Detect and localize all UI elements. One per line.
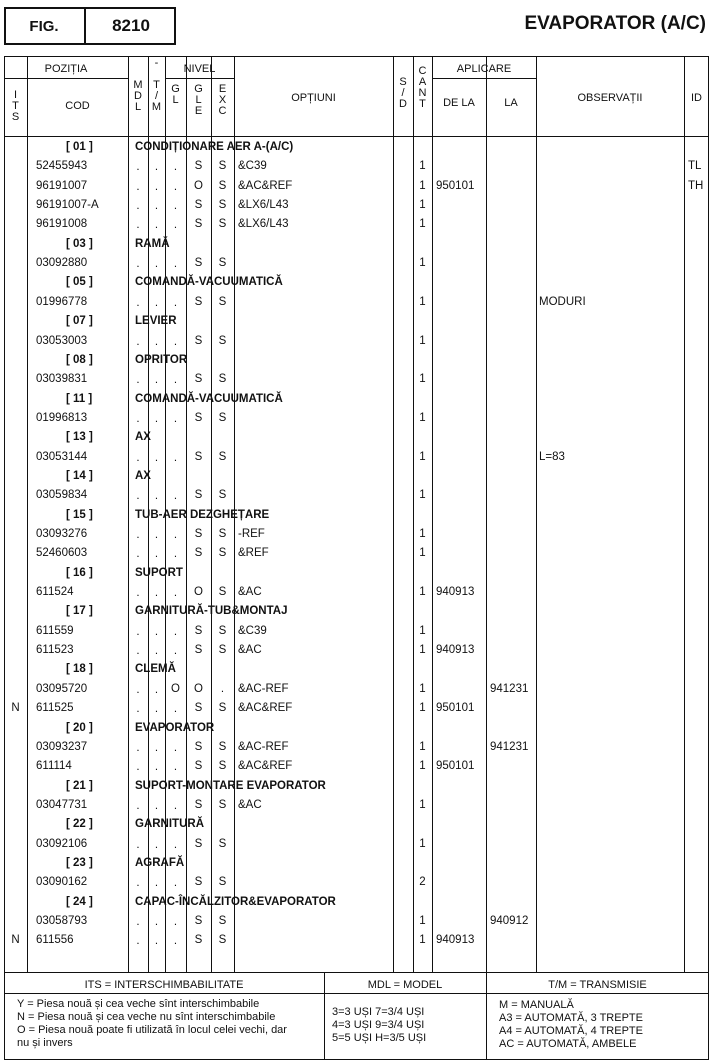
- group-name: SUPORT: [135, 566, 183, 579]
- cell-gle: S: [194, 295, 203, 308]
- group-position: [ 24 ]: [66, 895, 93, 908]
- cell-cod: 03053144: [36, 450, 88, 463]
- cell-tm-dot: .: [154, 645, 159, 658]
- cell-optiuni: &AC-REF: [238, 682, 289, 695]
- cell-exc: S: [218, 934, 227, 947]
- header-aplicare: APLICARE: [456, 63, 512, 75]
- cell-cod: 611559: [36, 624, 74, 637]
- cell-gl: .: [173, 935, 178, 948]
- cell-tm-dot: .: [154, 703, 159, 716]
- cell-gl: .: [173, 761, 178, 774]
- cell-cod: 03058793: [36, 915, 88, 927]
- cell-mdl-dot: .: [136, 625, 140, 638]
- cell-optiuni: &AC&REF: [238, 179, 293, 192]
- cell-gl: .: [173, 161, 178, 174]
- cell-cod: 03053003: [36, 334, 88, 347]
- cell-dela: 950101: [436, 760, 475, 773]
- group-name: TUB-AER DEZGHEȚARE: [135, 508, 270, 521]
- cell-mdl-dot: .: [136, 412, 140, 425]
- cell-la: 940912: [490, 915, 529, 927]
- cell-gle: S: [194, 450, 203, 463]
- cell-gl: .: [173, 587, 178, 600]
- cell-tm-dot: .: [154, 374, 159, 387]
- legend-tm-title: T/M = TRANSMISIE: [548, 979, 647, 991]
- cell-cod: 96191008: [36, 218, 88, 231]
- cell-cant: 1: [419, 682, 426, 695]
- cell-cant: 1: [419, 798, 426, 811]
- cell-exc: S: [218, 450, 227, 463]
- pozitia-underline: [4, 78, 128, 79]
- cell-cant: 1: [419, 179, 426, 192]
- group-name: CLEMĂ: [135, 663, 176, 676]
- cell-tm-dot: .: [154, 451, 159, 464]
- fig-number: 8210: [112, 16, 150, 35]
- group-position: [ 20 ]: [66, 721, 93, 734]
- cell-tm-dot: .: [154, 200, 159, 213]
- cell-exc: S: [218, 295, 227, 308]
- cell-optiuni: &AC&REF: [238, 702, 293, 715]
- cell-mdl-dot: .: [136, 741, 140, 754]
- cell-cant: 1: [419, 740, 426, 753]
- cell-exc: S: [218, 915, 227, 927]
- cell-mdl-dot: .: [136, 877, 140, 890]
- group-position: [ 18 ]: [66, 663, 93, 676]
- cell-exc: S: [218, 528, 227, 540]
- cell-optiuni: &AC: [238, 586, 262, 599]
- cell-cod: 611524: [36, 586, 74, 599]
- header-cant: C A N T: [418, 65, 427, 110]
- cell-mdl-dot: .: [136, 180, 140, 193]
- cell-cod: 03093237: [36, 740, 88, 753]
- cell-gl: .: [173, 200, 178, 213]
- cell-tm-dot: .: [154, 219, 159, 232]
- cell-mdl-dot: .: [136, 200, 140, 213]
- cell-exc: S: [218, 624, 227, 637]
- cell-exc: S: [218, 489, 227, 502]
- header-bottom-line: [4, 136, 709, 137]
- group-position: [ 14 ]: [66, 469, 93, 482]
- cell-cant: 1: [419, 373, 426, 386]
- cell-tm-dot: .: [154, 799, 159, 812]
- cell-cod: 96191007-A: [36, 199, 99, 212]
- legend-tm-line: A3 = AUTOMATĂ, 3 TREPTE: [499, 1012, 643, 1024]
- cell-gle: S: [194, 876, 203, 889]
- cell-gle: S: [194, 199, 203, 212]
- cell-gle: S: [194, 624, 203, 637]
- col-divider-obs: [536, 56, 537, 972]
- cell-cod: 03090162: [36, 876, 88, 889]
- cell-cant: 1: [419, 199, 426, 212]
- cell-gl: .: [173, 799, 178, 812]
- cell-gle: O: [194, 682, 203, 695]
- legend-mid-line: [4, 993, 709, 994]
- cell-mdl-dot: .: [136, 529, 140, 541]
- group-position: [ 08 ]: [66, 353, 93, 366]
- cell-exc: S: [218, 257, 227, 270]
- cell-cod: 03095720: [36, 682, 88, 695]
- cell-gle: S: [194, 489, 203, 502]
- cell-exc: S: [218, 702, 227, 715]
- cell-exc: S: [218, 644, 227, 657]
- cell-exc: .: [220, 682, 225, 695]
- legend-mdl-line: 3=3 UȘI 7=3/4 UȘI: [332, 1006, 425, 1018]
- legend-tm-line: A4 = AUTOMATĂ, 4 TREPTE: [499, 1025, 643, 1037]
- group-name: GARNITURĂ-TUB&MONTAJ: [135, 605, 288, 618]
- cell-gle: S: [194, 334, 203, 347]
- cell-exc: S: [218, 547, 227, 560]
- cell-gl: .: [173, 703, 178, 716]
- cell-mdl-dot: .: [136, 374, 140, 387]
- legend-mdl-title: MDL = MODEL: [367, 979, 443, 991]
- group-position: [ 11 ]: [66, 392, 93, 405]
- legend-tm-line: AC = AUTOMATĂ, AMBELE: [499, 1038, 637, 1050]
- cell-gl: .: [173, 412, 178, 425]
- cell-exc: S: [218, 160, 227, 173]
- cell-gl: .: [173, 296, 178, 309]
- cell-mdl-dot: .: [136, 761, 140, 774]
- cell-tm-dot: .: [154, 838, 159, 851]
- cell-mdl-dot: .: [136, 645, 140, 658]
- group-name: EVAPORATOR: [135, 721, 215, 734]
- cell-optiuni: &LX6/L43: [238, 199, 289, 212]
- cell-gle: S: [194, 740, 203, 753]
- cell-optiuni: &AC: [238, 798, 262, 811]
- cell-exc: S: [218, 199, 227, 212]
- cell-cant: 1: [419, 334, 426, 347]
- cell-mdl-dot: .: [136, 490, 140, 503]
- cell-cod: 03092106: [36, 837, 88, 850]
- cell-cant: 1: [419, 837, 426, 850]
- cell-exc: S: [218, 586, 227, 599]
- cell-observatii: L=83: [539, 450, 565, 463]
- cell-gl: O: [171, 682, 180, 695]
- cell-cant: 1: [419, 934, 426, 947]
- cell-cant: 1: [419, 702, 426, 715]
- cell-gl: .: [173, 335, 178, 348]
- cell-mdl-dot: .: [136, 335, 140, 348]
- group-name: GARNITURĂ: [135, 818, 204, 831]
- cell-tm-dot: .: [154, 529, 159, 541]
- cell-cod: 01996778: [36, 295, 88, 308]
- cell-exc: S: [218, 218, 227, 231]
- cell-mdl-dot: .: [136, 548, 140, 561]
- cell-gl: .: [173, 838, 178, 851]
- cell-mdl-dot: .: [136, 258, 140, 271]
- fig-label: FIG.: [4, 7, 86, 45]
- cell-tm-dot: .: [154, 412, 159, 425]
- cell-mdl-dot: .: [136, 161, 140, 174]
- header-its: I T S: [11, 89, 20, 123]
- cell-mdl-dot: .: [136, 799, 140, 812]
- cell-cant: 1: [419, 489, 426, 502]
- cell-exc: S: [218, 411, 227, 424]
- group-name: AX: [135, 469, 151, 482]
- cell-dela: 940913: [436, 644, 475, 657]
- cell-cant: 1: [419, 644, 426, 657]
- cell-gle: S: [194, 547, 203, 560]
- cell-tm-dot: .: [154, 490, 159, 503]
- cell-gle: S: [194, 644, 203, 657]
- group-position: [ 03 ]: [66, 237, 93, 250]
- cell-tm-dot: .: [154, 741, 159, 754]
- group-position: [ 21 ]: [66, 779, 93, 792]
- cell-tm-dot: .: [154, 683, 159, 696]
- cell-cod: 03047731: [36, 798, 88, 811]
- cell-tm-dot: .: [154, 180, 159, 193]
- group-name: CAPAC-ÎNCĂLZITOR&EVAPORATOR: [135, 895, 336, 908]
- cell-gl: .: [173, 645, 178, 658]
- cell-optiuni: &AC&REF: [238, 760, 293, 773]
- cell-cod: 03039831: [36, 373, 88, 386]
- cell-gle: S: [194, 934, 203, 947]
- legend-its-line: nu și invers: [17, 1037, 73, 1049]
- header-sd: S / D: [399, 76, 407, 110]
- header-nivel: NIVEL: [183, 63, 216, 75]
- cell-gl: .: [173, 916, 178, 928]
- cell-gle: S: [194, 702, 203, 715]
- col-divider-sd: [393, 56, 394, 972]
- group-name: SUPORT-MONTARE EVAPORATOR: [135, 779, 326, 792]
- cell-tm-dot: .: [154, 335, 159, 348]
- cell-gl: .: [173, 490, 178, 503]
- cell-cod: 03093276: [36, 528, 88, 540]
- cell-cant: 1: [419, 528, 426, 540]
- cell-dela: 950101: [436, 702, 475, 715]
- cell-gl: .: [173, 625, 178, 638]
- cell-tm-dot: .: [154, 935, 159, 948]
- legend-mdl-line: 4=3 UȘI 9=3/4 UȘI: [332, 1019, 425, 1031]
- cell-optiuni: -REF: [238, 528, 265, 540]
- cell-gle: S: [194, 373, 203, 386]
- cell-cod: 03059834: [36, 489, 88, 502]
- cell-optiuni: &C39: [238, 624, 267, 637]
- header-cod: COD: [65, 100, 90, 112]
- cell-cod: 611523: [36, 644, 74, 657]
- cell-la: 941231: [490, 740, 529, 753]
- cell-gl: .: [173, 741, 178, 754]
- cell-cod: 52455943: [36, 160, 88, 173]
- parts-table: [4, 56, 709, 1060]
- cell-tm-dot: .: [154, 877, 159, 890]
- col-divider-cod: [27, 56, 28, 972]
- cell-cod: 611525: [36, 702, 74, 715]
- cell-exc: S: [218, 798, 227, 811]
- cell-mdl-dot: .: [136, 935, 140, 948]
- cell-gl: .: [173, 219, 178, 232]
- col-divider-la: [486, 56, 487, 972]
- cell-cod: 03092880: [36, 257, 88, 270]
- group-position: [ 16 ]: [66, 566, 93, 579]
- cell-gle: S: [194, 160, 203, 173]
- cell-cant: 1: [419, 218, 426, 231]
- group-name: OPRITOR: [135, 353, 188, 366]
- cell-gl: .: [173, 180, 178, 193]
- group-name: RAMĂ: [135, 237, 170, 250]
- cell-tm-dot: .: [154, 916, 159, 928]
- cell-optiuni: &AC-REF: [238, 740, 289, 753]
- group-name: LEVIER: [135, 315, 177, 328]
- cell-exc: S: [218, 334, 227, 347]
- cell-cant: 1: [419, 411, 426, 424]
- header-gle: G L E: [194, 83, 203, 117]
- cell-gle: O: [194, 586, 203, 599]
- cell-its: N: [11, 934, 20, 947]
- cell-cod: 611556: [36, 934, 74, 947]
- cell-tm-dot: .: [154, 258, 159, 271]
- cell-optiuni: &LX6/L43: [238, 218, 289, 231]
- cell-id: TH: [688, 179, 704, 192]
- header-optiuni: OPȚIUNI: [291, 92, 336, 104]
- cell-exc: S: [218, 179, 227, 192]
- legend-tm-line: M = MANUALĂ: [499, 999, 574, 1011]
- group-position: [ 17 ]: [66, 605, 93, 618]
- cell-cant: 2: [419, 876, 426, 889]
- cell-exc: S: [218, 740, 227, 753]
- cell-gle: S: [194, 218, 203, 231]
- cell-gl: .: [173, 548, 178, 561]
- group-name: AGRAFĂ: [135, 856, 185, 869]
- nivel-underline: [165, 78, 234, 79]
- cell-tm-dot: .: [154, 161, 159, 174]
- cell-gle: S: [194, 798, 203, 811]
- cell-exc: S: [218, 760, 227, 773]
- cell-cant: 1: [419, 760, 426, 773]
- cell-exc: S: [218, 876, 227, 889]
- cell-gl: .: [173, 529, 178, 541]
- cell-mdl-dot: .: [136, 451, 140, 464]
- cell-cant: 1: [419, 257, 426, 270]
- cell-optiuni: &AC: [238, 644, 262, 657]
- cell-gle: S: [194, 528, 203, 540]
- cell-mdl-dot: .: [136, 587, 140, 600]
- group-name: CONDIȚIONARE AER A-(A/C): [135, 141, 294, 153]
- cell-cant: 1: [419, 547, 426, 560]
- cell-mdl-dot: .: [136, 683, 140, 696]
- cell-tm-dot: .: [154, 761, 159, 774]
- cell-cant: 1: [419, 624, 426, 637]
- cell-dela: 940913: [436, 934, 475, 947]
- group-name: COMANDĂ-VACUUMATICĂ: [135, 392, 283, 405]
- cell-cod: 52460603: [36, 547, 88, 560]
- col-divider-cant: [413, 56, 414, 972]
- aplicare-underline: [432, 78, 536, 79]
- legend-its-line: Y = Piesa nouă și cea veche sînt interschimbabile: [17, 998, 260, 1010]
- header-exc: E X C: [218, 83, 227, 117]
- group-position: [ 15 ]: [66, 508, 93, 521]
- header-gl: G L: [171, 83, 180, 106]
- cell-gle: S: [194, 411, 203, 424]
- cell-mdl-dot: .: [136, 703, 140, 716]
- legend-its-title: ITS = INTERSCHIMBABILITATE: [84, 979, 244, 991]
- cell-cant: 1: [419, 160, 426, 173]
- cell-cant: 1: [419, 915, 426, 927]
- cell-gl: .: [173, 877, 178, 890]
- legend-its-line: O = Piesa nouă poate fi utilizată în locul celei vechi, dar: [17, 1024, 287, 1036]
- cell-gle: S: [194, 837, 203, 850]
- cell-tm-dot: .: [154, 625, 159, 638]
- legend-top-line: [4, 972, 709, 973]
- header-pozitia: POZIȚIA: [44, 63, 88, 75]
- col-divider-dela: [432, 56, 433, 972]
- group-position: [ 13 ]: [66, 431, 93, 444]
- cell-gl: .: [173, 451, 178, 464]
- header-observatii: OBSERVAȚII: [577, 92, 643, 104]
- group-position: [ 07 ]: [66, 315, 93, 328]
- cell-mdl-dot: .: [136, 219, 140, 232]
- cell-gl: .: [173, 374, 178, 387]
- cell-dela: 940913: [436, 586, 475, 599]
- cell-gle: S: [194, 915, 203, 927]
- cell-mdl-dot: .: [136, 838, 140, 851]
- group-name: COMANDĂ-VACUUMATICĂ: [135, 276, 283, 289]
- header-mdl: M D L: [133, 79, 143, 113]
- cell-cant: 1: [419, 586, 426, 599]
- header-la: LA: [504, 97, 518, 109]
- cell-its: N: [11, 702, 20, 715]
- header-tm-dash: -: [154, 57, 159, 69]
- group-position: [ 01 ]: [66, 141, 93, 153]
- header-tm: T / M: [151, 79, 162, 113]
- group-position: [ 22 ]: [66, 818, 93, 831]
- cell-optiuni: &REF: [238, 547, 269, 560]
- cell-exc: S: [218, 373, 227, 386]
- cell-tm-dot: .: [154, 548, 159, 561]
- col-divider-id: [684, 56, 685, 972]
- header-dela: DE LA: [443, 97, 475, 109]
- cell-tm-dot: .: [154, 296, 159, 309]
- cell-dela: 950101: [436, 179, 475, 192]
- cell-gle: O: [194, 179, 203, 192]
- page-title: EVAPORATOR (A/C): [524, 13, 706, 34]
- cell-mdl-dot: .: [136, 296, 140, 309]
- cell-cod: 01996813: [36, 411, 88, 424]
- cell-gl: .: [173, 258, 178, 271]
- cell-gle: S: [194, 257, 203, 270]
- group-position: [ 23 ]: [66, 856, 93, 869]
- cell-mdl-dot: .: [136, 916, 140, 928]
- cell-cant: 1: [419, 450, 426, 463]
- cell-id: TL: [688, 160, 702, 173]
- cell-cant: 1: [419, 295, 426, 308]
- cell-la: 941231: [490, 682, 529, 695]
- cell-optiuni: &C39: [238, 160, 267, 173]
- cell-tm-dot: .: [154, 587, 159, 600]
- legend-its-line: N = Piesa nouă și cea veche nu sînt interschimbabile: [17, 1011, 276, 1023]
- cell-observatii: MODURI: [539, 295, 586, 308]
- cell-exc: S: [218, 837, 227, 850]
- group-name: AX: [135, 431, 151, 444]
- cell-cod: 611114: [36, 760, 72, 773]
- cell-gle: S: [194, 760, 203, 773]
- group-position: [ 05 ]: [66, 276, 93, 289]
- cell-cod: 96191007: [36, 179, 88, 192]
- header-id: ID: [691, 92, 702, 104]
- legend-mdl-line: 5=5 UȘI H=3/5 UȘI: [332, 1032, 427, 1044]
